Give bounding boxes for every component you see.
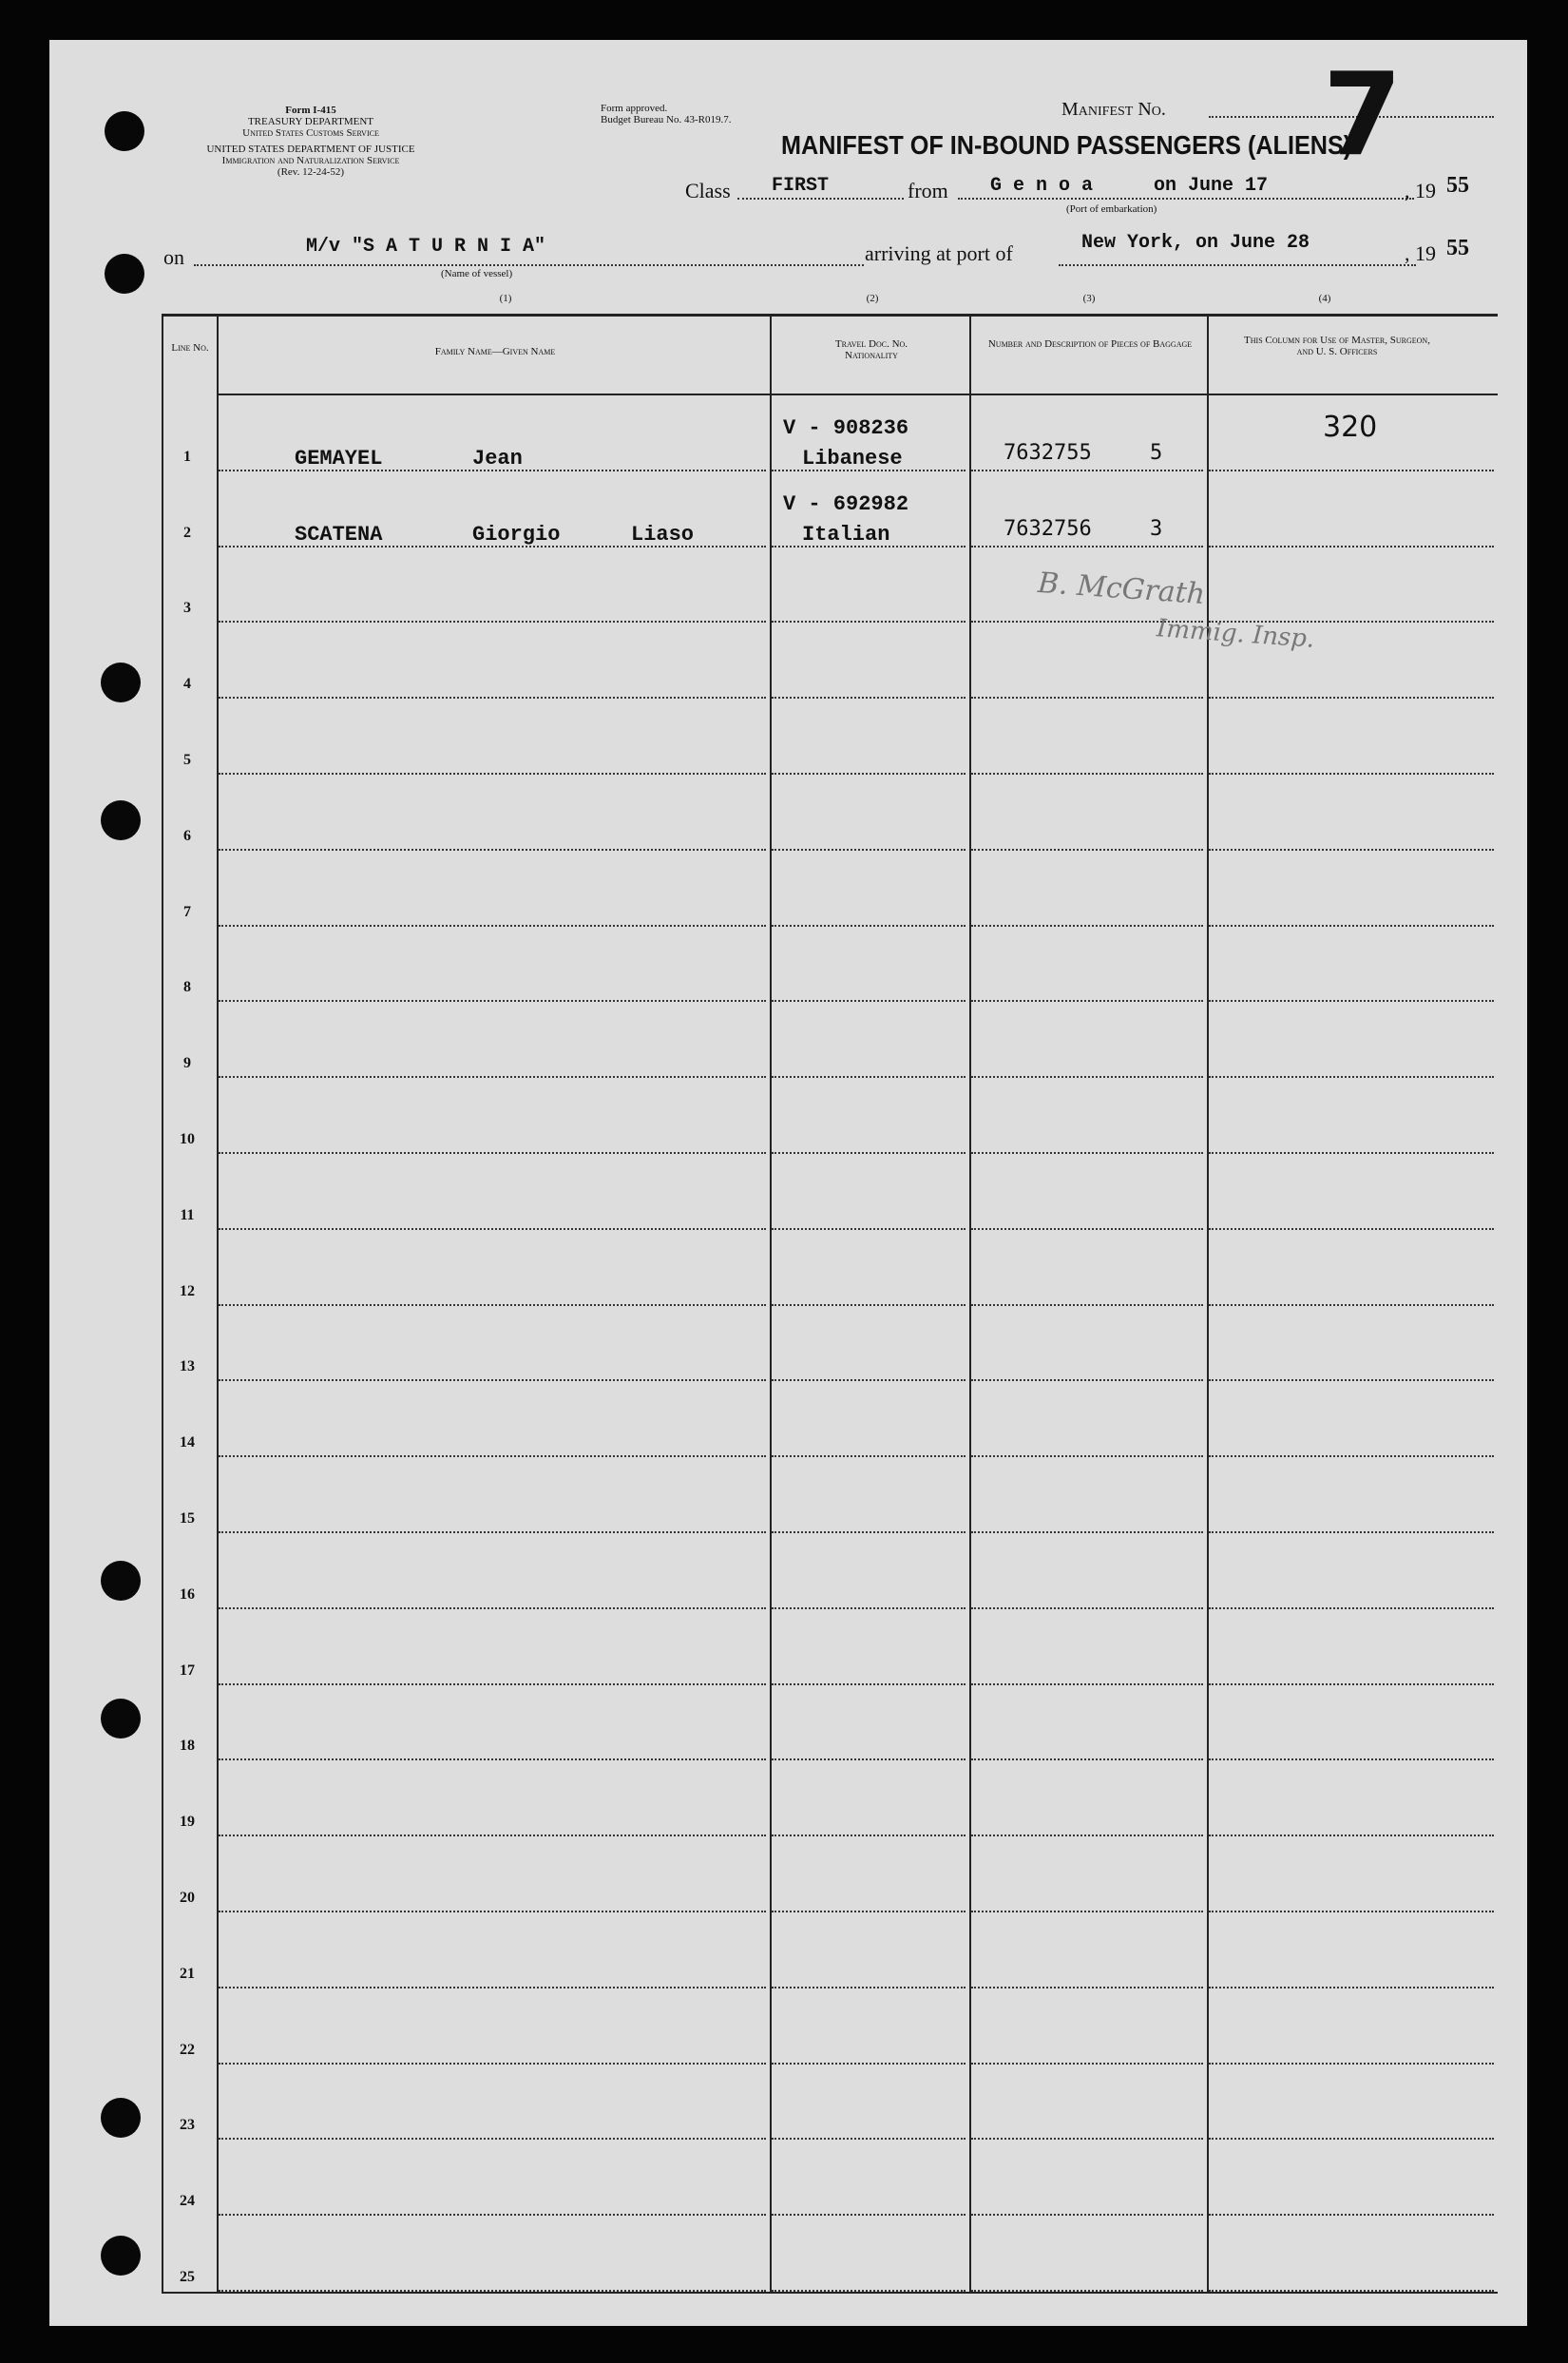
row-rule: [971, 1228, 1203, 1230]
arriving-label: arriving at port of: [865, 241, 1013, 265]
row-rule: [971, 1987, 1203, 1988]
row-rule: [219, 1304, 766, 1306]
row-rule: [971, 1379, 1203, 1381]
header-name: Family Name—Given Name: [434, 346, 556, 357]
row-rule: [772, 1607, 966, 1609]
row-rule: [971, 697, 1203, 699]
manifest-number: 7: [1323, 49, 1403, 182]
vessel-caption: (Name of vessel): [441, 268, 513, 279]
line-number: 11: [180, 1206, 195, 1223]
line-number: 6: [183, 827, 191, 844]
row-rule: [1209, 1607, 1494, 1609]
on-label: on: [163, 245, 184, 269]
row-rule: [1209, 2138, 1494, 2140]
family-name: GEMAYEL: [295, 446, 383, 471]
vessel-name: M/v "S A T U R N I A": [306, 236, 546, 258]
justice-dept: UNITED STATES DEPARTMENT OF JUSTICE: [206, 144, 415, 155]
row-rule: [971, 1758, 1203, 1760]
row-rule: [772, 2138, 966, 2140]
punch-hole: [101, 2236, 141, 2276]
row-rule: [1209, 1683, 1494, 1685]
row-rule: [971, 2138, 1203, 2140]
row-rule: [772, 1758, 966, 1760]
manifest-title: MANIFEST OF IN-BOUND PASSENGERS (ALIENS): [781, 130, 1352, 160]
row-rule: [1209, 773, 1494, 775]
row-rule: [772, 1455, 966, 1457]
row-rule: [971, 1000, 1203, 1002]
row-rule: [1209, 1076, 1494, 1078]
row-rule: [971, 849, 1203, 851]
header-baggage: Number and Description of Pieces of Baggage: [987, 338, 1193, 350]
line-number: 16: [180, 1585, 195, 1603]
line-number: 7: [183, 903, 191, 920]
punch-hole: [105, 111, 144, 151]
line-number: 18: [180, 1738, 195, 1755]
given-name: Giorgio: [472, 522, 561, 547]
line-number: 9: [183, 1055, 191, 1072]
middle-name: Liaso: [631, 522, 695, 547]
family-name: SCATENA: [295, 522, 383, 547]
manifest-page: [49, 40, 1527, 2326]
line-number: 3: [183, 600, 191, 617]
row-rule: [971, 546, 1203, 548]
row-rule: [772, 2214, 966, 2216]
line-number: 10: [180, 1131, 195, 1147]
row-rule: [219, 2290, 766, 2292]
row-rule: [219, 1911, 766, 1912]
column-number: (2): [866, 293, 879, 304]
inspector-signature: B. McGrath: [1036, 566, 1207, 612]
row-rule: [1209, 1152, 1494, 1154]
row-rule: [772, 1000, 966, 1002]
row-rule: [971, 1607, 1203, 1609]
row-rule: [772, 773, 966, 775]
row-rule: [219, 1152, 766, 1154]
row-rule: [1209, 1379, 1494, 1381]
row-rule: [971, 2290, 1203, 2292]
header-line-no: Line No.: [171, 342, 209, 354]
row-rule: [971, 773, 1203, 775]
row-rule: [219, 1758, 766, 1760]
row-rule: [772, 1911, 966, 1912]
table-top-rule: [162, 314, 1498, 317]
manifest-no-label: Manifest No.: [1061, 99, 1166, 120]
from-label: from: [908, 179, 948, 202]
row-rule: [219, 1000, 766, 1002]
row-rule: [772, 2063, 966, 2065]
row-rule: [971, 470, 1203, 471]
header-officers: This Column for Use of Master, Surgeon, and U. S. Officers: [1244, 335, 1430, 357]
line-number: 17: [180, 1662, 195, 1679]
punch-hole: [101, 800, 141, 840]
row-rule: [772, 1152, 966, 1154]
line-number: 25: [180, 2269, 195, 2285]
travel-doc-number: V - 692982: [783, 491, 909, 516]
form-number: Form I-415: [285, 105, 336, 116]
line-number: 1: [183, 448, 191, 465]
table-bottom-rule: [162, 2292, 1498, 2294]
row-rule: [1209, 849, 1494, 851]
line-number: 13: [180, 1358, 195, 1375]
row-rule: [219, 2063, 766, 2065]
row-rule: [772, 1379, 966, 1381]
row-rule: [219, 849, 766, 851]
nationality: Libanese: [802, 446, 903, 471]
line-number: 5: [183, 752, 191, 768]
treasury-dept: TREASURY DEPARTMENT: [247, 116, 374, 127]
row-rule: [219, 1228, 766, 1230]
line-number: 2: [183, 524, 191, 541]
row-rule: [772, 1304, 966, 1306]
arrival-line: [1059, 264, 1416, 266]
row-rule: [1209, 546, 1494, 548]
arrival-port-date: New York, on June 28: [1081, 232, 1310, 254]
row-rule: [971, 925, 1203, 927]
row-rule: [219, 1607, 766, 1609]
row-rule: [772, 1076, 966, 1078]
row-rule: [219, 1379, 766, 1381]
line-number: 14: [180, 1434, 195, 1451]
row-rule: [1209, 1304, 1494, 1306]
budget-bureau: Budget Bureau No. 43-R019.7.: [601, 114, 732, 125]
row-rule: [971, 1911, 1203, 1912]
row-rule: [1209, 1531, 1494, 1533]
row-rule: [1209, 1758, 1494, 1760]
approval-line: Form approved.: [601, 103, 668, 114]
row-rule: [772, 849, 966, 851]
row-rule: [971, 1076, 1203, 1078]
vessel-line: [194, 264, 864, 266]
class-line: [737, 198, 904, 200]
row-rule: [772, 1683, 966, 1685]
row-rule: [971, 2063, 1203, 2065]
column-number: (3): [1082, 293, 1096, 304]
line-number: 8: [183, 979, 191, 996]
row-rule: [772, 621, 966, 623]
row-rule: [219, 773, 766, 775]
row-rule: [1209, 697, 1494, 699]
baggage-pieces: 5: [1150, 440, 1163, 465]
row-rule: [772, 1228, 966, 1230]
port-caption: (Port of embarkation): [1066, 203, 1157, 215]
row-rule: [971, 1304, 1203, 1306]
row-rule: [219, 1531, 766, 1533]
line-number: 24: [180, 2193, 195, 2210]
row-rule: [1209, 1000, 1494, 1002]
row-rule: [772, 697, 966, 699]
row-rule: [772, 1835, 966, 1836]
nationality: Italian: [802, 522, 890, 547]
row-rule: [1209, 1228, 1494, 1230]
column-number: (4): [1318, 293, 1331, 304]
baggage-number: 7632756: [1004, 516, 1092, 541]
embarkation-date: on June 17: [1154, 175, 1269, 197]
arrival-year: 55: [1446, 236, 1469, 260]
row-rule: [1209, 470, 1494, 471]
baggage-number: 7632755: [1004, 440, 1092, 465]
embarkation-year: 55: [1446, 173, 1469, 198]
punch-hole: [101, 1699, 141, 1739]
row-rule: [1209, 1835, 1494, 1836]
row-rule: [219, 925, 766, 927]
line-number: 12: [180, 1282, 195, 1299]
customs-service: United States Customs Service: [242, 127, 379, 139]
class-value: FIRST: [772, 175, 830, 197]
row-rule: [1209, 925, 1494, 927]
row-rule: [772, 2290, 966, 2292]
row-rule: [219, 1987, 766, 1988]
row-rule: [219, 1455, 766, 1457]
given-name: Jean: [472, 446, 523, 471]
header-rule: [217, 394, 1498, 395]
row-rule: [219, 621, 766, 623]
row-rule: [219, 1076, 766, 1078]
line-number: 20: [180, 1890, 195, 1906]
header-travel-doc: Travel Doc. No. Nationality: [834, 338, 908, 361]
line-number: 23: [180, 2117, 195, 2134]
punch-hole: [105, 254, 144, 294]
travel-doc-number: V - 908236: [783, 415, 909, 440]
row-rule: [772, 1531, 966, 1533]
row-rule: [1209, 2214, 1494, 2216]
punch-hole: [101, 663, 141, 702]
line-number: 22: [180, 2041, 195, 2058]
officer-notation: 320: [1323, 410, 1378, 444]
approval-block: [601, 103, 731, 125]
row-rule: [971, 2214, 1203, 2216]
row-rule: [971, 1835, 1203, 1836]
line-number: 21: [180, 1965, 195, 1982]
form-revision: (Rev. 12-24-52): [277, 166, 345, 178]
baggage-pieces: 3: [1150, 516, 1163, 541]
row-rule: [1209, 1987, 1494, 1988]
row-rule: [772, 1987, 966, 1988]
line-number: 15: [180, 1510, 195, 1527]
row-rule: [772, 925, 966, 927]
embarkation-year-prefix: , 19: [1405, 179, 1436, 202]
punch-hole: [101, 2098, 141, 2138]
row-rule: [219, 2214, 766, 2216]
punch-hole: [101, 1561, 141, 1601]
row-rule: [971, 1531, 1203, 1533]
row-rule: [219, 1835, 766, 1836]
from-line: [958, 198, 1414, 200]
row-rule: [971, 1683, 1203, 1685]
line-number: 19: [180, 1814, 195, 1831]
port-of-embarkation: G e n o a: [990, 175, 1094, 197]
row-rule: [219, 697, 766, 699]
row-rule: [1209, 1911, 1494, 1912]
row-rule: [219, 1683, 766, 1685]
row-rule: [219, 2138, 766, 2140]
class-label: Class: [685, 179, 731, 202]
row-rule: [971, 1455, 1203, 1457]
row-rule: [1209, 1455, 1494, 1457]
form-block: [154, 105, 468, 178]
arrival-year-prefix: , 19: [1405, 241, 1436, 265]
line-number: 4: [183, 676, 191, 693]
row-rule: [1209, 2290, 1494, 2292]
ins-service: Immigration and Naturalization Service: [221, 155, 400, 166]
inspector-title: Immig. Insp.: [1156, 614, 1316, 654]
row-rule: [971, 1152, 1203, 1154]
row-rule: [1209, 2063, 1494, 2065]
column-number: (1): [499, 293, 512, 304]
